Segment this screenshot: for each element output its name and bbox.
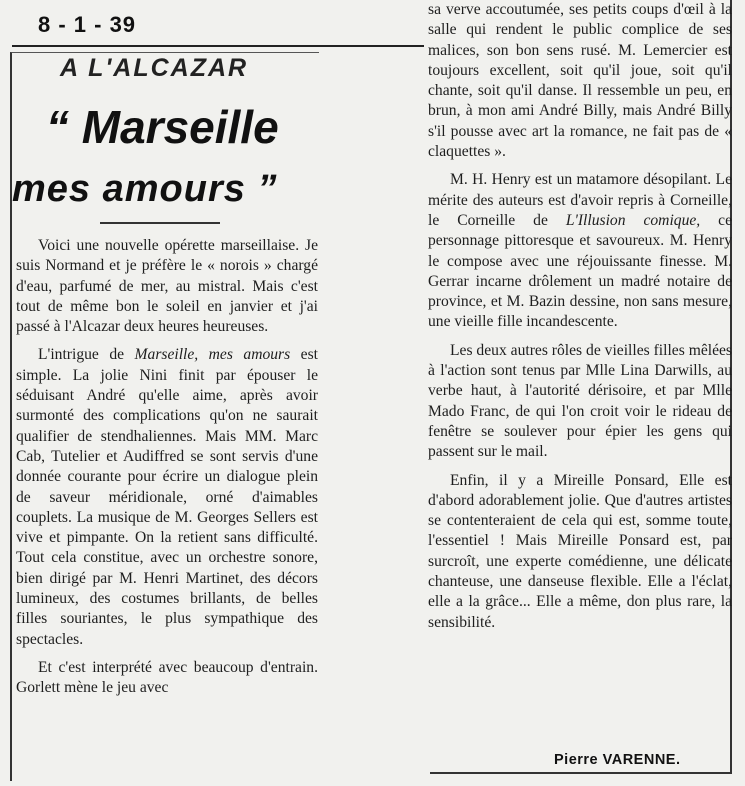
paragraph: Voici une nouvelle opérette marseillaise. Je suis Normand et je préfère le « norois » chargé d'eau, parfumé de mer, au mistral. Mais c'est tout de même bon le soleil en janvier et j'ai passé à l'Alcazar deux heures heureuses. xyxy=(16,237,318,336)
paragraph-text: ce personnage pittoresque et savoureux. M. Henry le compose avec une réjouissante finesse. M. Gerrar incarne drôlement un madré notaire de province, et M. Bazin dessine, non sans mesure, une vieille fille incandescente. xyxy=(428,211,732,331)
paragraph xyxy=(16,345,318,649)
work-title: Marseille, mes amours xyxy=(134,346,291,364)
paragraph: Et c'est interprété avec beaucoup d'entrain. Gorlett mène le jeu avec xyxy=(16,658,318,697)
paragraph: Enfin, il y a Mireille Ponsard, Elle est d'abord adorablement jolie. Que d'autres artistes se contenteraient de cela qui est, somme toute, l'essentiel ! Mais Mireille Ponsard est, par surcroît, une experte comédienne, une délicate chanteuse, une danseuse flexible. Elle a l'éclat, elle a la grâce... Elle a même, don plus rare, la sensibilité. xyxy=(428,471,732,631)
paragraph-text: M. H. Henry est un matamore désopilant. Le mérite des auteurs est d'avoir repris à Corneille, le Corneille de xyxy=(428,171,732,229)
paragraph: Les deux autres rôles de vieilles filles mêlées à l'action sont tenus par Mlle Lina Darwills, au verbe haut, à l'autorité dérisoire, et par Mlle Mado Franc, de qui l'on croit voir le rideau de fenêtre se soulever pour épier les gens qui passent sur le mail. xyxy=(428,341,732,461)
headline-divider xyxy=(100,222,220,224)
clipping-date: 8 - 1 - 39 xyxy=(38,12,137,37)
right-column-text xyxy=(428,0,732,633)
headline-line-2: mes amours ” xyxy=(12,168,278,210)
headline-line-1: “ Marseille xyxy=(46,101,279,153)
author-signature: Pierre VARENNE. xyxy=(554,752,681,768)
paragraph xyxy=(428,170,732,332)
left-column-text xyxy=(16,236,318,699)
paragraph-text: est simple. La jolie Nini finit par épouser le séduisant André qu'elle aime, après avoir surmonté des complications qu'on ne saurait qualifier de stendhaliennes. Mais MM. Marc Cab, Tutelier et Audiffred se sont servis d'une donnée courante pour écrire un dialogue plein de saveur méridionale, orné d'aimables couplets. La musique de M. Georges Sellers est vive et pimpante. On la retient sans difficulté. Tout cela constitue, avec un orchestre sonore, bien dirigé par M. Henri Martinet, des décors lumineux, des costumes brillants, de belles filles souriantes, le plus sympathique des spectacles. xyxy=(16,346,318,648)
paragraph-text: L'intrigue de xyxy=(38,346,125,364)
paragraph: sa verve accoutumée, ses petits coups d'œil à la salle qui rendent le public complice de ses malices, son bon sens rusé. M. Lemercier est toujours excellent, soit qu'il joue, soit qu'il chante, soit qu'il danse. Il ressemble un peu, en brun, à mon ami André Billy, mais André Billy s'il pousse avec art la romance, ne fait pas de « claquettes ». xyxy=(428,1,732,161)
section-title: A L'ALCAZAR xyxy=(60,54,249,82)
work-title: L'Illusion comique, xyxy=(565,211,701,229)
date-divider xyxy=(12,45,424,47)
